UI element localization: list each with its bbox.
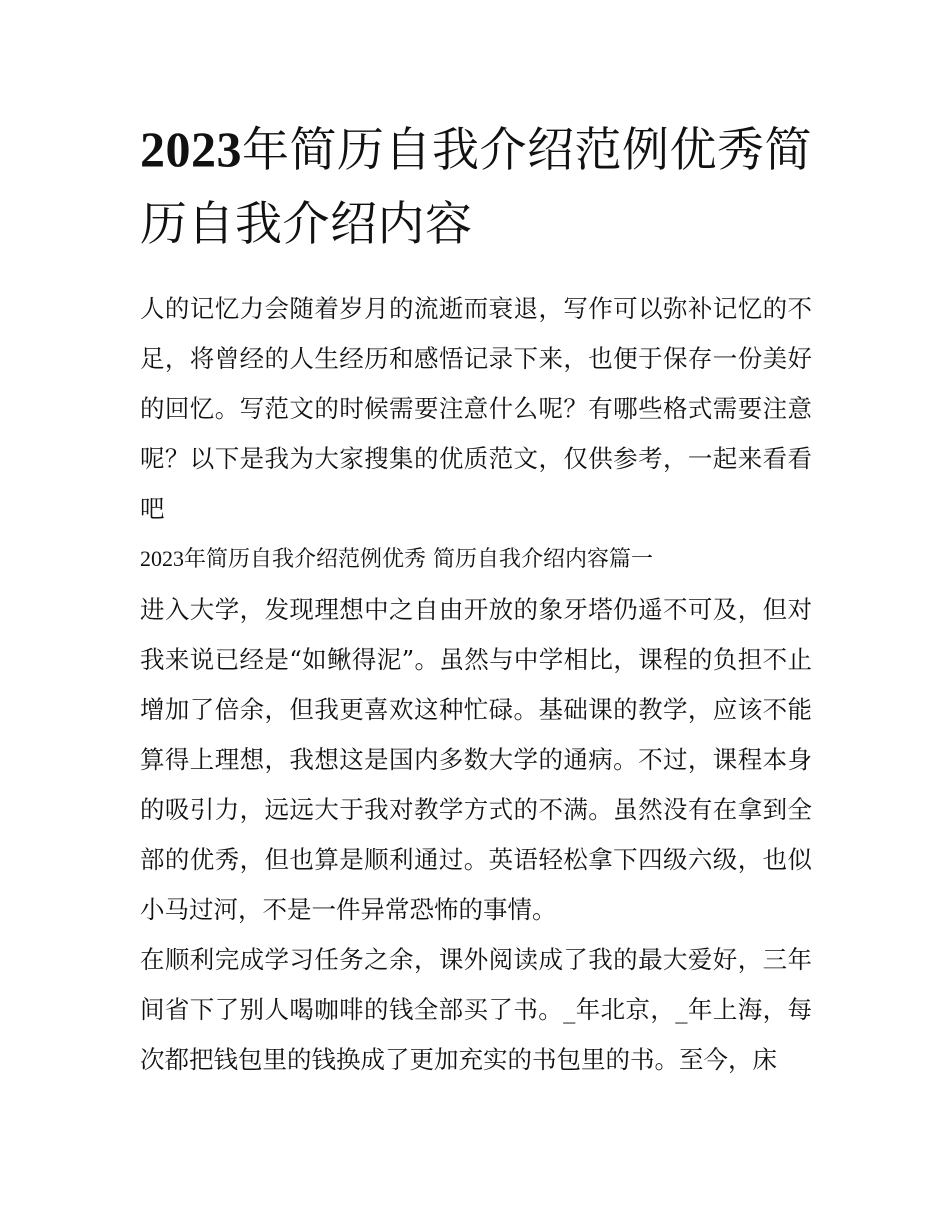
body-paragraph-1: 进入大学，发现理想中之自由开放的象牙塔仍遥不可及，但对我来说已经是“如鳅得泥”。虽然与中学相比，课程的负担不止增加了倍余，但我更喜欢这种忙碌。基础课的教学，应该不能算得上理想，我想这是国内多数大学的通病。不过，课程本身的吸引力，远远大于我对教学方式的不满。虽然没有在拿到全部的优秀，但也算是顺利通过。英语轻松拿下四级六级，也似小马过河，不是一件异常恐怖的事情。 (140, 595, 812, 924)
section-heading-year: 2023 (140, 546, 184, 571)
section-heading-text: 年简历自我介绍范例优秀 简历自我介绍内容篇一 (184, 547, 653, 572)
intro-paragraph: 人的记忆力会随着岁月的流逝而衰退，写作可以弥补记忆的不足，将曾经的人生经历和感悟记录下来，也便于保存一份美好的回忆。写范文的时候需要注意什么呢？有哪些格式需要注意呢？以下是我为大家搜集的优质范文，仅供参考，一起来看看吧 (140, 294, 812, 523)
section-heading (140, 534, 812, 585)
document-page (140, 112, 812, 1085)
document-title (140, 112, 812, 262)
body-paragraph-2: 在顺利完成学习任务之余，课外阅读成了我的最大爱好，三年间省下了别人喝咖啡的钱全部买了书。_年北京，_年上海，每次都把钱包里的钱换成了更加充实的书包里的书。至今，床 (140, 945, 812, 1074)
title-text: 年简历自我介绍范例优秀简历自我介绍内容 (140, 123, 812, 252)
title-year: 2023 (140, 121, 242, 177)
